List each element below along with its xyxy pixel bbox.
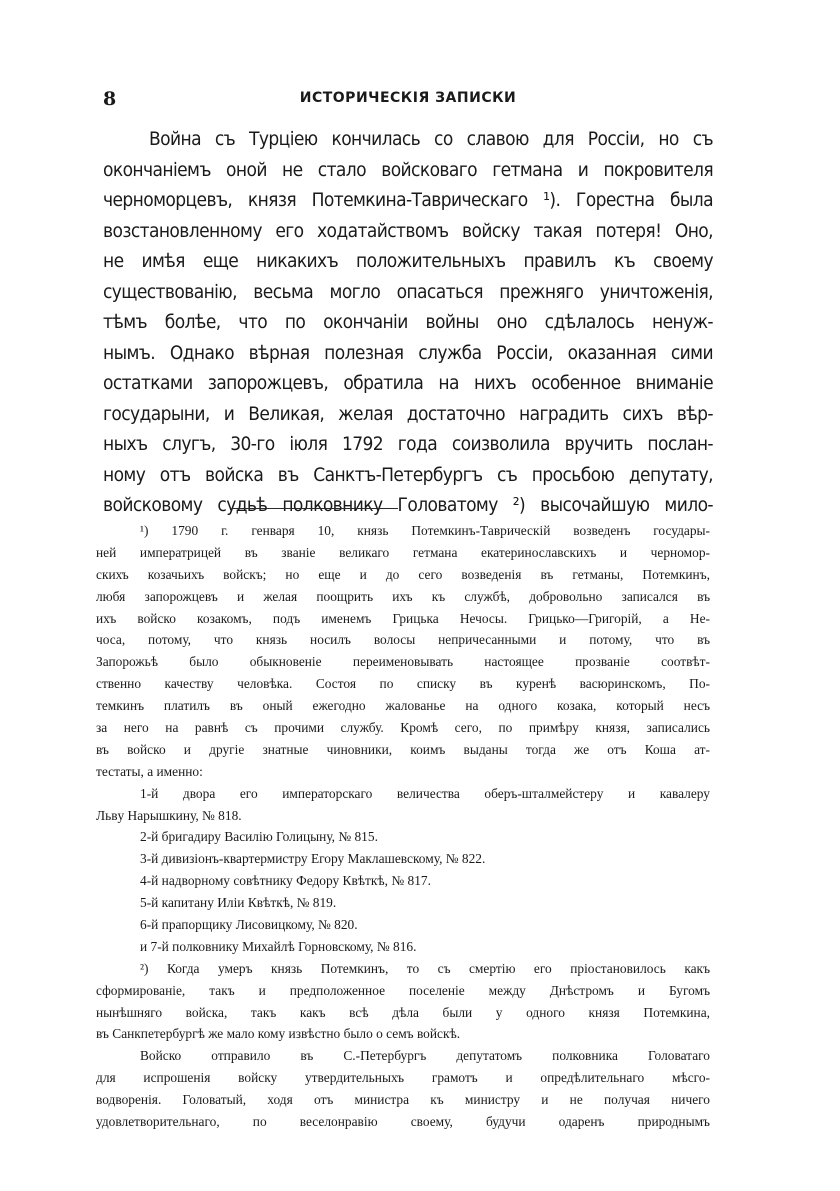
footnote-line: ²) Когда умеръ князь Потемкинъ, то съ смертію его пріостановилось какъ	[140, 960, 710, 976]
footnote-list-item: 2-й бригадиру Василію Голицыну, № 815.	[140, 829, 378, 845]
main-text-line: окончаніемъ оной не стало войсковаго гетмана и покровителя	[103, 158, 713, 181]
footnote-line: темкинъ платилъ въ оный ежегодно жалованье на одного козака, который несъ	[96, 698, 710, 714]
footnote-list-item: 4-й надворному совѣтнику Федору Квѣткѣ, № 817.	[140, 873, 431, 889]
footnote-list-item: 1-й двора его императорскаго величества оберъ-шталмейстеру и кавалеру	[140, 785, 710, 801]
footnote-list-item: 3-й дивизіонъ-квартермистру Егору Маклашевскому, № 822.	[140, 851, 486, 867]
footnote-line: въ Санкпетербургѣ же мало кому извѣстно было о семъ войскѣ.	[96, 1026, 461, 1042]
footnote-list-item: Львy Нарышкину, № 818.	[96, 807, 242, 823]
footnote-line: ственно качеству человѣка. Состоя по списку въ куренѣ васюринскомъ, По-	[96, 676, 710, 692]
main-text-line: существованію, весьма могло опасаться прежняго уничтоженія,	[103, 280, 713, 303]
main-text-line: Война съ Турціею кончилась со славою для Россіи, но съ	[149, 128, 713, 150]
footnote-line: удовлетворительнаго, по веселонравію своему, будучи одаренъ природнымъ	[96, 1114, 710, 1130]
main-text-line: войсковому судьѣ полковнику Головатому ²) высочайшую мило-	[103, 494, 713, 516]
main-text-line: возстановленному его ходатайствомъ войску такая потеря! Оно,	[103, 219, 713, 242]
footnote-list-item: 6-й прапорщику Лисовицкому, № 820.	[140, 917, 358, 933]
footnote-line: ней императрицей въ званіе великаго гетмана екатеринославскихъ и черномор-	[96, 544, 710, 560]
footnote-line: для испрошенія войску утвердительныхъ грамотъ и опредѣлительнаго мѣсго-	[96, 1070, 710, 1086]
footnote-line: за него на равнѣ съ прочими службу. Кромѣ сего, по примѣру князя, записались	[96, 720, 710, 736]
footnote-line: Запорожьѣ было обыкновеніе переименовывать настоящее прозваніе соотвѣт-	[96, 654, 710, 670]
footnote-line: ихъ войско козакомъ, подъ именемъ Грицька Нечосы. Грицько—Григорій, а Не-	[96, 610, 710, 626]
main-text-line: государыни, и Великая, желая достаточно наградить сихъ вѣр-	[103, 402, 713, 425]
running-head: ИСТОРИЧЕСКІЯ ЗАПИСКИ	[299, 90, 517, 106]
footnote-line: водворенія. Головатый, ходя отъ министра къ министру и не получая ничего	[96, 1092, 710, 1108]
footnote-list-item: и 7-й полковнику Михайлѣ Горновскому, № 816.	[140, 938, 417, 954]
footnotes	[96, 520, 710, 1133]
main-text	[103, 124, 713, 521]
footnote-line: въ войско и другіе знатные чиновники, коимъ выданы тогда же отъ Коша ат-	[96, 741, 710, 757]
footnote-line: любя запорожцевъ и желая поощрить ихъ къ службѣ, добровольно записался въ	[96, 588, 710, 604]
footnote-line: Войско отправило въ С.-Петербургъ депутатомъ полковника Головатаго	[140, 1048, 710, 1064]
main-text-line: тѣмъ болѣе, что по окончаніи войны оно сдѣлалось ненуж-	[103, 311, 713, 333]
footnote-separator	[232, 508, 398, 509]
footnote-line: нынѣшняго войска, такъ какъ всѣ дѣла были у одного князя Потемкина,	[96, 1004, 710, 1020]
footnote-line: скихъ козачьихъ войскъ; но еще и до сего возведенія въ гетманы, Потемкинъ,	[96, 566, 710, 582]
main-text-line: черноморцевъ, князя Потемкина-Таврическаго ¹). Горестна была	[103, 189, 713, 211]
main-text-line: остатками запорожцевъ, обратила на нихъ особенное вниманіе	[103, 372, 713, 394]
page-number: 8	[103, 88, 117, 110]
footnote-line: сформированіе, такъ и предположенное поселеніе между Днѣстромъ и Бугомъ	[96, 982, 710, 998]
footnote-line: ¹) 1790 г. генваря 10, князь Потемкинъ-Таврическій возведенъ государы-	[140, 523, 710, 538]
main-text-line: нымъ. Однако вѣрная полезная служба Россіи, оказанная сими	[103, 341, 713, 364]
footnote-list-item: 5-й капитану Иліи Квѣткѣ, № 819.	[140, 895, 337, 911]
main-text-line: ныхъ слугъ, 30-го іюля 1792 года соизволила вручить послан-	[103, 433, 713, 455]
page-header	[103, 88, 713, 112]
footnote-line: тестаты, а именно:	[96, 763, 203, 779]
main-text-line: ному отъ войска въ Санктъ-Петербургъ съ просьбою депутату,	[103, 463, 713, 486]
footnote-line: чоса, потому, что князь носилъ волосы непричесанными и потому, что въ	[96, 632, 710, 648]
main-text-line: не имѣя еще никакихъ положительныхъ правилъ къ своему	[103, 250, 713, 272]
